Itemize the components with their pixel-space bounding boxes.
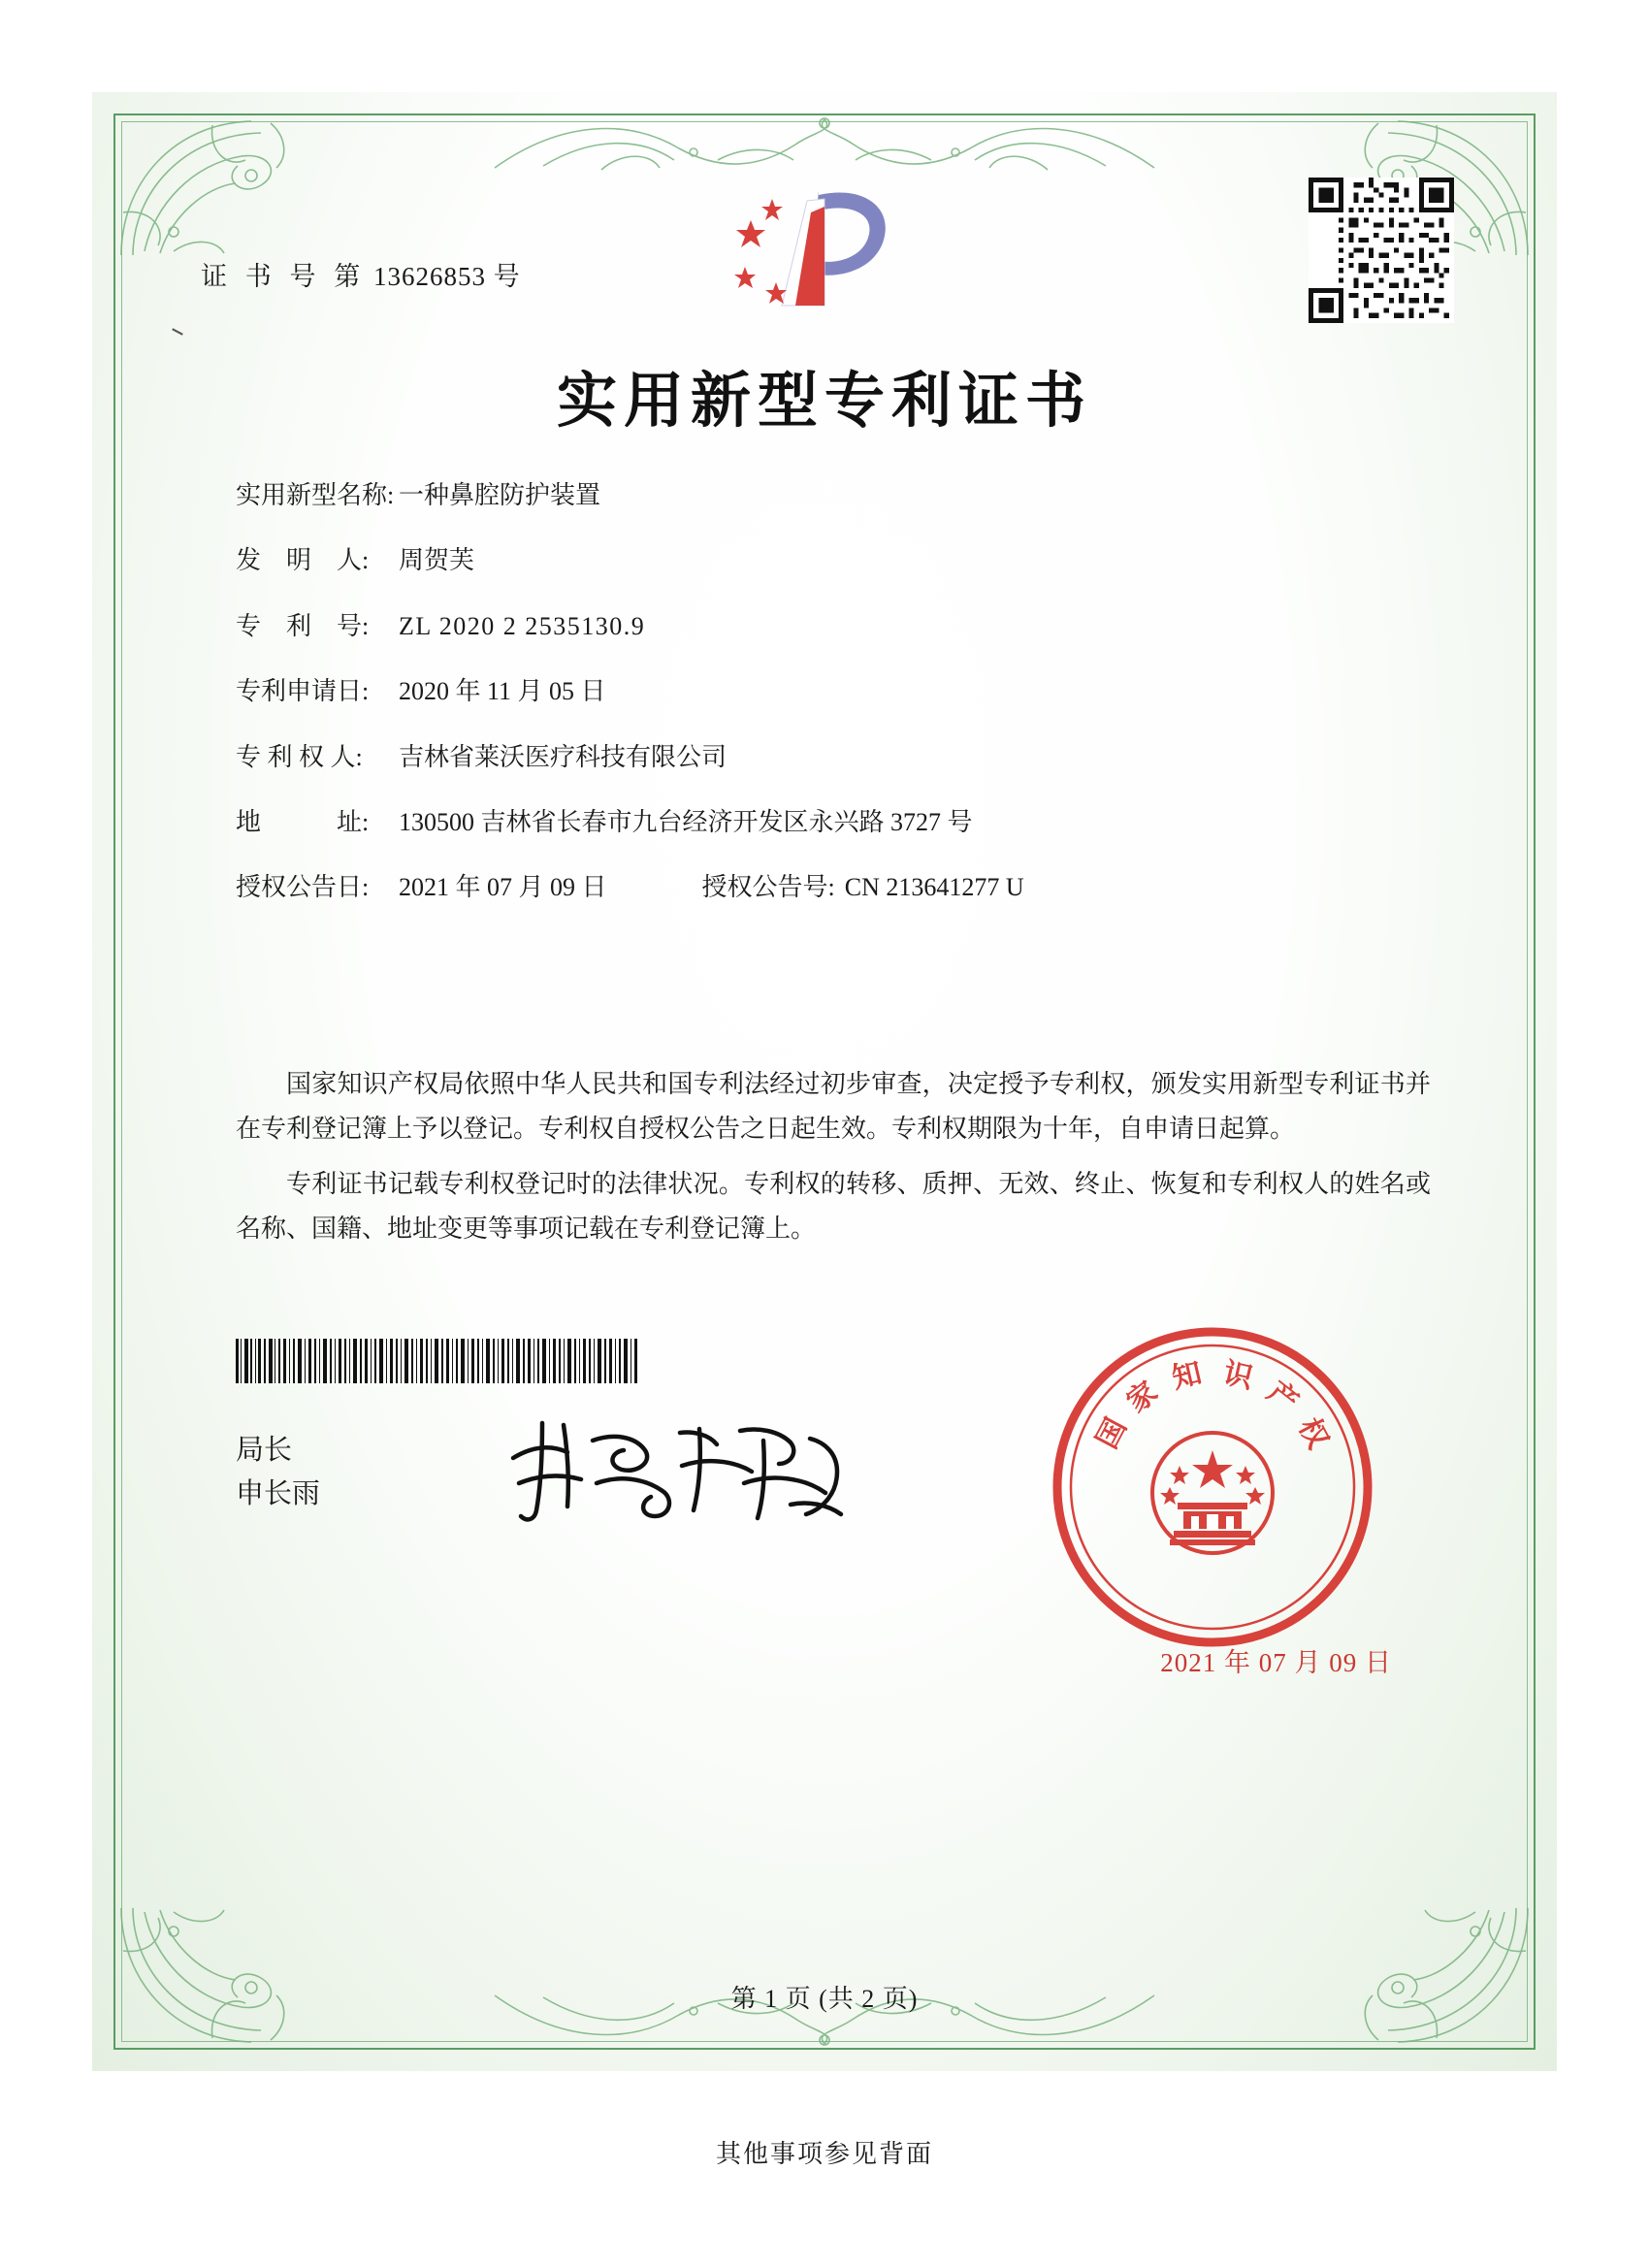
field-label-application-date: 专利申请日: xyxy=(236,677,370,706)
field-row xyxy=(236,478,1429,513)
field-label-grant-number: 授权公告号: xyxy=(701,873,835,902)
svg-text:识: 识 xyxy=(1219,1356,1256,1396)
field-row xyxy=(236,805,1429,840)
page-indicator: 第 1 页 (共 2 页) xyxy=(730,1985,919,2013)
certificate-page xyxy=(92,92,1557,2071)
svg-text:国: 国 xyxy=(1089,1412,1134,1455)
svg-text:家: 家 xyxy=(1120,1375,1165,1420)
official-seal-icon xyxy=(1048,1322,1377,1652)
field-row-grant xyxy=(236,870,1429,905)
field-list xyxy=(236,478,1429,936)
certificate-number-label: 证 书 号 第 xyxy=(201,262,367,291)
page-title: 实用新型专利证书 xyxy=(556,365,1092,436)
field-value-application-date: 2020 年 11 月 05 日 xyxy=(399,677,606,706)
field-label-inventor: 发 明 人: xyxy=(236,546,370,575)
back-side-note: 其他事项参见背面 xyxy=(715,2140,933,2168)
certificate-number xyxy=(201,255,521,293)
field-value-grant-date: 2021 年 07 月 09 日 xyxy=(399,873,607,902)
barcode-icon xyxy=(236,1339,643,1383)
field-label-grant-date: 授权公告日: xyxy=(236,873,370,902)
field-value-address: 130500 吉林省长春市九台经济开发区永兴路 3727 号 xyxy=(399,807,973,836)
field-label-address: 地 址: xyxy=(236,807,370,836)
legal-text xyxy=(236,1062,1431,1261)
field-row xyxy=(236,543,1429,578)
svg-text:权: 权 xyxy=(1291,1412,1336,1455)
certificate-number-suffix: 号 xyxy=(493,262,521,291)
paragraph-2: 专利证书记载专利权登记时的法律状况。专利权的转移、质押、无效、终止、恢复和专利权人的姓名或名称、国籍、地址变更等事项记载在专利登记簿上。 xyxy=(236,1169,1431,1243)
field-row xyxy=(236,674,1429,709)
qr-code-icon xyxy=(1309,178,1454,323)
svg-text:知: 知 xyxy=(1169,1356,1206,1396)
field-label-patentee: 专 利 权 人: xyxy=(236,742,363,771)
cnipa-logo-icon xyxy=(718,178,931,333)
field-row xyxy=(236,609,1429,644)
svg-text:产: 产 xyxy=(1260,1375,1305,1420)
paragraph-1: 国家知识产权局依照中华人民共和国专利法经过初步审查，决定授予专利权，颁发实用新型专利证书并在专利登记簿上予以登记。专利权自授权公告之日起生效。专利权期限为十年，自申请日起算。 xyxy=(236,1070,1431,1144)
field-row xyxy=(236,740,1429,775)
field-label-name: 实用新型名称: xyxy=(236,481,395,509)
certificate-number-value: 13626853 xyxy=(373,262,486,291)
field-value-grant-number: CN 213641277 U xyxy=(844,873,1024,902)
director-name: 申长雨 xyxy=(236,1477,321,1509)
field-value-inventor: 周贺芙 xyxy=(399,546,475,575)
field-value-patentee: 吉林省莱沃医疗科技有限公司 xyxy=(399,742,728,771)
field-label-patent-number: 专 利 号: xyxy=(236,611,370,640)
handwritten-signature-icon xyxy=(500,1404,868,1539)
field-value-name: 一种鼻腔防护装置 xyxy=(399,481,601,509)
director-block xyxy=(236,1429,320,1516)
field-value-patent-number: ZL 2020 2 2535130.9 xyxy=(399,611,646,640)
director-title: 局长 xyxy=(236,1435,293,1466)
seal-date: 2021 年 07 月 09 日 xyxy=(1160,1648,1392,1677)
